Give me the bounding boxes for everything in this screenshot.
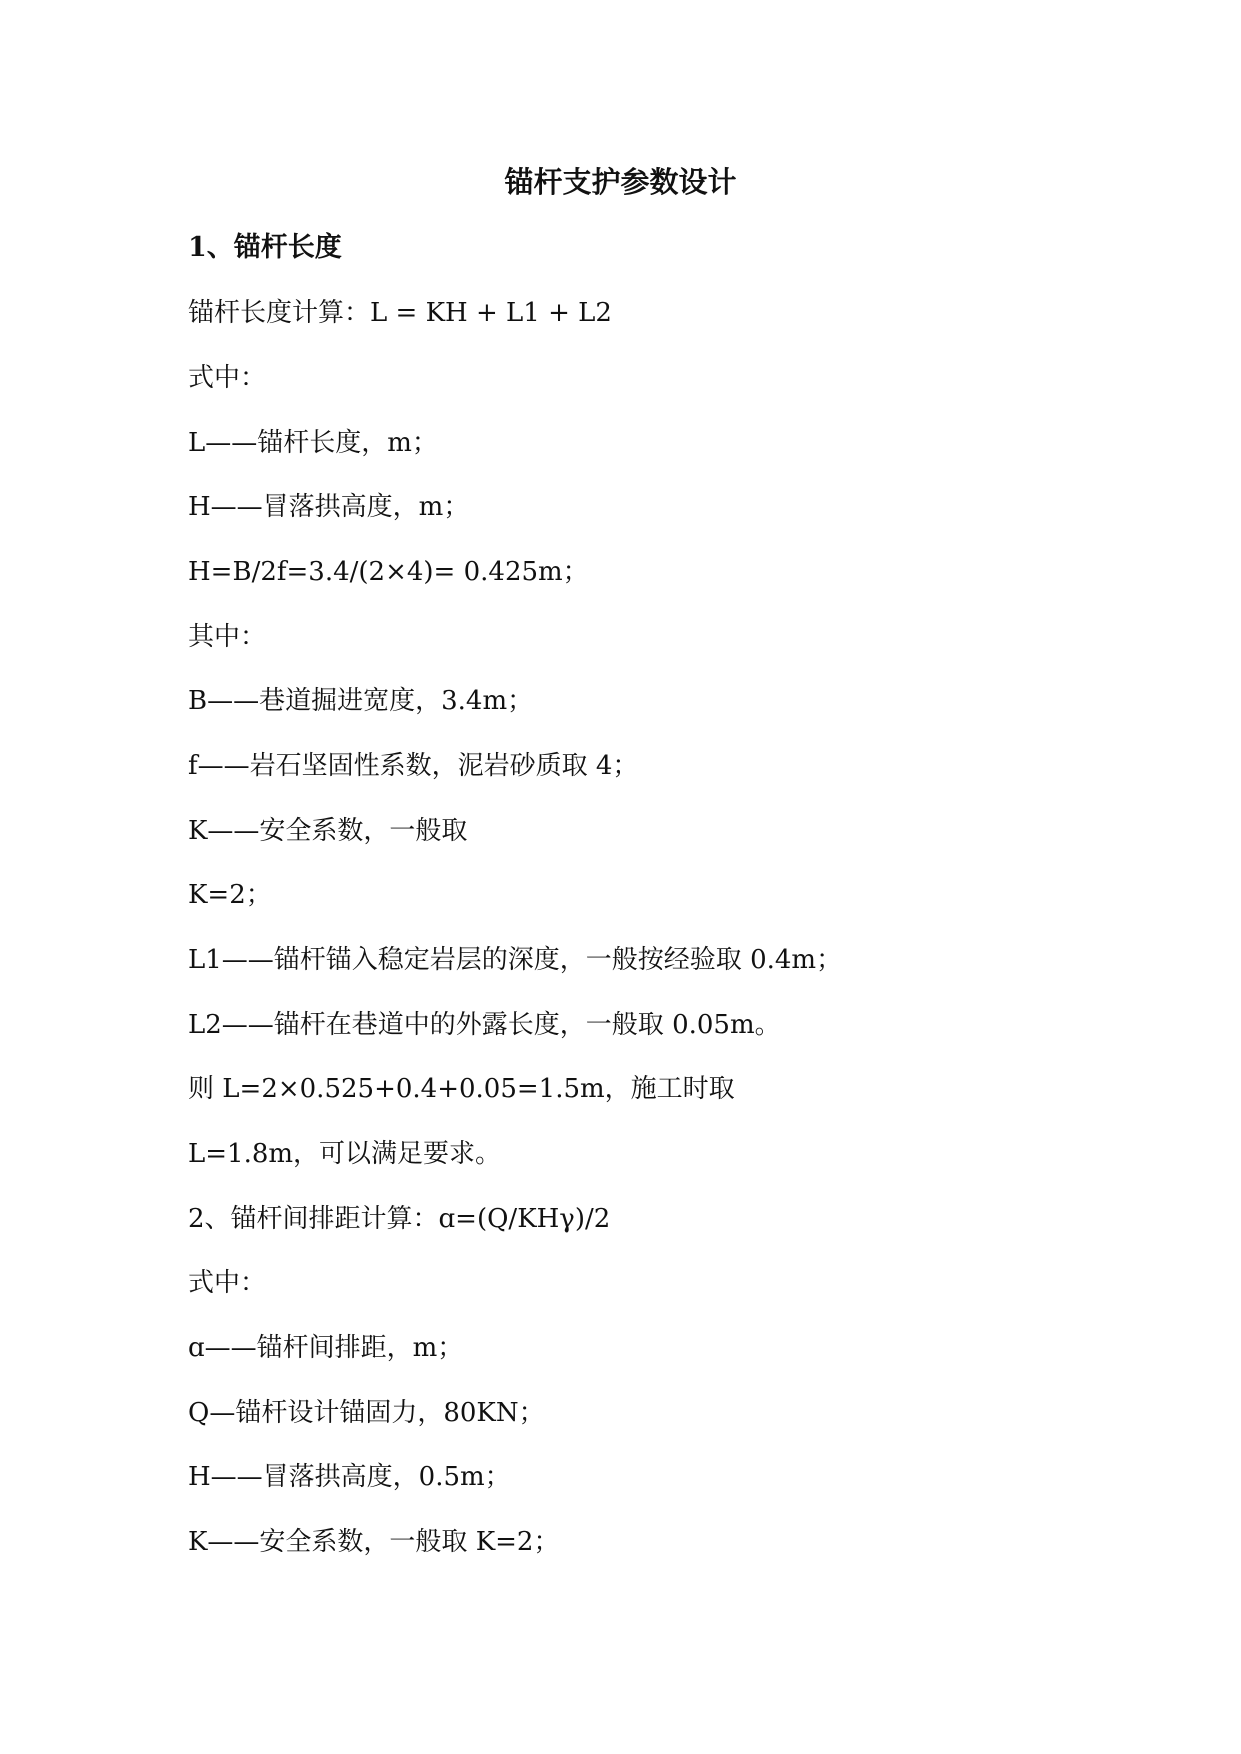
section-heading-spacing: 2、锚杆间排距计算：ɑ=(Q/KHγ)/2	[188, 1204, 611, 1234]
section-heading-anchor-length: 1、锚杆长度	[188, 232, 342, 263]
definition-K-2: K——安全系数，一般取 K=2；	[188, 1527, 560, 1557]
document-title: 锚杆支护参数设计	[504, 165, 737, 199]
definition-Q: Q—锚杆设计锚固力，80KN；	[188, 1398, 545, 1428]
text-line-where: 式中：	[188, 363, 267, 393]
definition-L2: L2——锚杆在巷道中的外露长度，一般取 0.05m。	[188, 1010, 781, 1040]
definition-alpha: ɑ——锚杆间排距，m；	[188, 1333, 464, 1363]
formula-anchor-length: 锚杆长度计算：L = KH + L1 + L2	[188, 298, 612, 328]
text-line-where-2: 式中：	[188, 1268, 267, 1298]
formula-H: H=B/2f=3.4/(2×4)= 0.425m；	[188, 557, 589, 587]
definition-H-2: H——冒落拱高度，0.5m；	[188, 1462, 511, 1492]
definition-K: K——安全系数，一般取	[188, 816, 468, 846]
definition-H: H——冒落拱高度，m；	[188, 492, 470, 522]
definition-B: B——巷道掘进宽度，3.4m；	[188, 686, 534, 716]
value-K: K=2；	[188, 880, 272, 910]
definition-L: L——锚杆长度，m；	[188, 428, 438, 458]
conclusion-L: L=1.8m，可以满足要求。	[188, 1139, 502, 1169]
text-line-among: 其中：	[188, 622, 267, 652]
definition-f: f——岩石坚固性系数，泥岩砂质取 4；	[188, 751, 639, 781]
calculation-L: 则 L=2×0.525+0.4+0.05=1.5m，施工时取	[188, 1074, 735, 1104]
definition-L1: L1——锚杆锚入稳定岩层的深度，一般按经验取 0.4m；	[188, 945, 843, 975]
